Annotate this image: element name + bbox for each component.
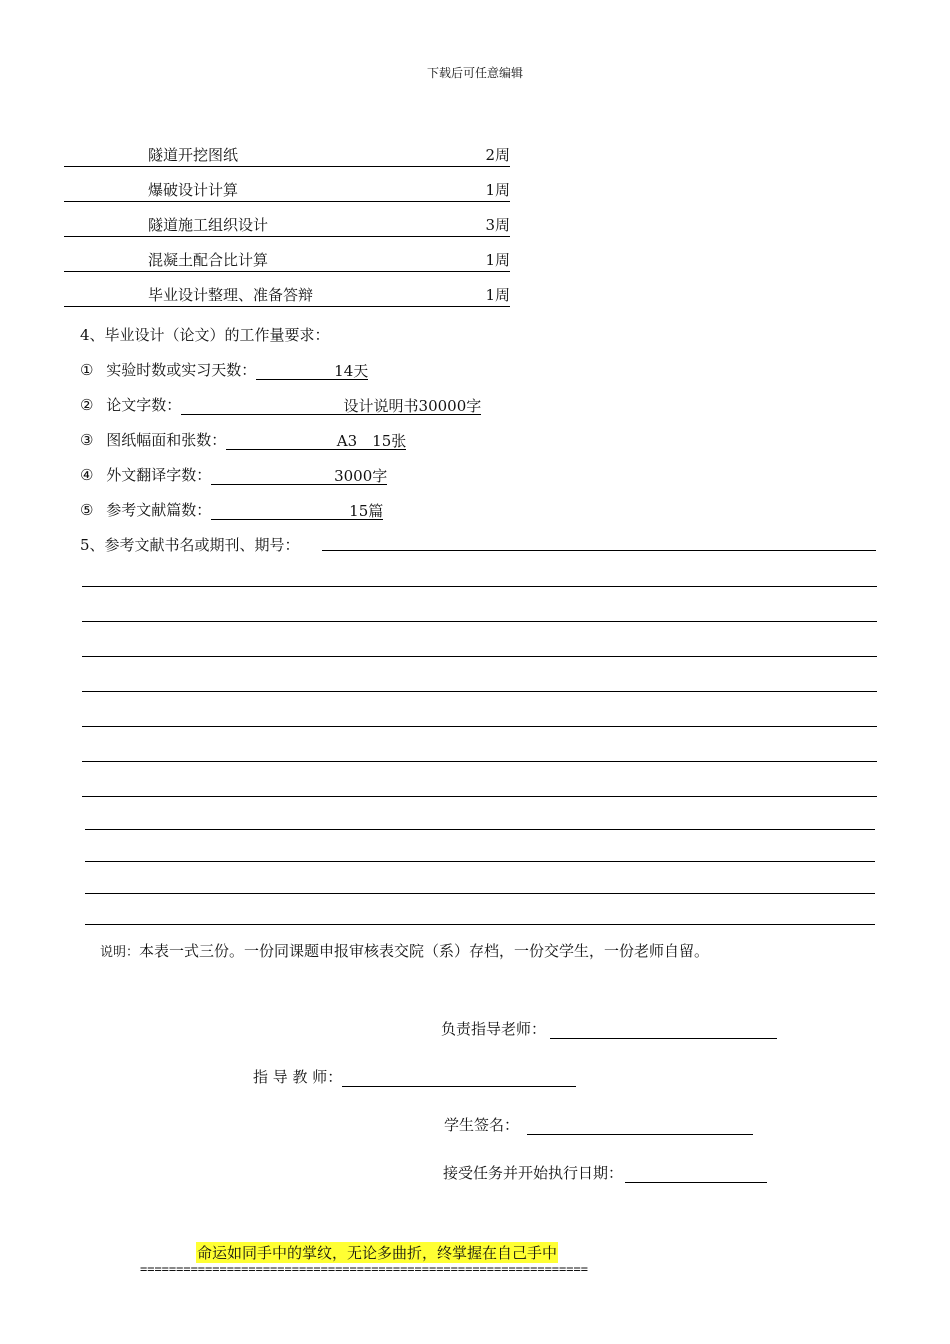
lead-advisor-field[interactable] — [550, 1020, 777, 1039]
advisor-field[interactable] — [342, 1068, 576, 1087]
start-date-signature — [443, 1162, 767, 1183]
form-note — [100, 940, 709, 961]
workload-item — [80, 499, 383, 520]
workload-heading: 4、毕业设计（论文）的工作量要求： — [80, 326, 330, 344]
item-marker: ⑤ — [80, 501, 94, 519]
item-label: 外文翻译字数： — [106, 466, 212, 484]
schedule-duration: 1周 — [485, 286, 510, 304]
item-value: 14天 — [334, 362, 369, 380]
workload-item — [80, 429, 406, 450]
item-value-field[interactable] — [211, 465, 387, 485]
schedule-row — [64, 284, 510, 307]
schedule-task: 爆破设计计算 — [148, 181, 239, 199]
schedule-duration: 1周 — [485, 251, 510, 269]
item-value-field[interactable] — [226, 430, 406, 450]
item-marker: ④ — [80, 466, 94, 484]
schedule-duration: 3周 — [485, 216, 510, 234]
student-signature — [444, 1114, 753, 1135]
motto: 命运如同手中的掌纹，无论多曲折，终掌握在自己手中 — [197, 1244, 558, 1262]
item-label: 参考文献篇数： — [106, 501, 212, 519]
schedule-task: 隧道施工组织设计 — [148, 216, 269, 234]
reference-line[interactable] — [82, 621, 877, 622]
reference-line[interactable] — [85, 893, 875, 894]
advisor-label: 指 导 教 师： — [253, 1068, 343, 1086]
item-value: A3 15张 — [336, 432, 407, 450]
schedule-task: 混凝土配合比计算 — [148, 251, 269, 269]
references-heading: 5、参考文献书名或期刊、期号： — [80, 536, 300, 554]
schedule-row — [64, 144, 510, 167]
item-value-field[interactable] — [211, 500, 383, 520]
header-note: 下载后可任意编辑 — [426, 66, 523, 80]
advisor-signature — [253, 1066, 576, 1087]
reference-line[interactable] — [82, 796, 877, 797]
reference-line[interactable] — [82, 691, 877, 692]
workload-item — [80, 394, 481, 415]
item-marker: ② — [80, 396, 94, 414]
reference-line[interactable] — [85, 829, 875, 830]
separator-line: ============================================================== — [140, 1262, 588, 1276]
item-value: 3000字 — [334, 467, 388, 485]
item-value-field[interactable] — [256, 360, 368, 380]
student-label: 学生签名： — [444, 1116, 520, 1134]
item-label: 实验时数或实习天数： — [106, 361, 257, 379]
workload-item — [80, 359, 368, 380]
reference-line[interactable] — [82, 726, 877, 727]
schedule-row — [64, 179, 510, 202]
item-value: 设计说明书30000字 — [343, 397, 482, 415]
item-value-field[interactable] — [181, 395, 481, 415]
item-marker: ③ — [80, 431, 94, 449]
reference-line[interactable] — [85, 861, 875, 862]
reference-line[interactable] — [82, 586, 877, 587]
schedule-row — [64, 249, 510, 272]
note-prefix: 说明： — [100, 945, 140, 960]
schedule-duration: 1周 — [485, 181, 510, 199]
start-date-label: 接受任务并开始执行日期： — [443, 1164, 624, 1182]
reference-line[interactable] — [85, 924, 875, 925]
workload-item — [80, 464, 387, 485]
item-marker: ① — [80, 361, 94, 379]
schedule-duration: 2周 — [485, 146, 510, 164]
start-date-field[interactable] — [625, 1164, 767, 1183]
reference-line[interactable] — [82, 656, 877, 657]
lead-advisor-label: 负责指导老师： — [441, 1020, 547, 1038]
item-value: 15篇 — [349, 502, 384, 520]
reference-line[interactable] — [82, 761, 877, 762]
schedule-row — [64, 214, 510, 237]
item-label: 图纸幅面和张数： — [106, 431, 227, 449]
schedule-task: 毕业设计整理、准备答辩 — [148, 286, 314, 304]
student-field[interactable] — [527, 1116, 753, 1135]
note-text: 本表一式三份。一份同课题申报审核表交院（系）存档，一份交学生，一份老师自留。 — [139, 942, 710, 960]
schedule-task: 隧道开挖图纸 — [148, 146, 239, 164]
lead-advisor-signature — [441, 1018, 777, 1039]
item-label: 论文字数： — [106, 396, 182, 414]
references-input-line[interactable] — [322, 550, 876, 551]
